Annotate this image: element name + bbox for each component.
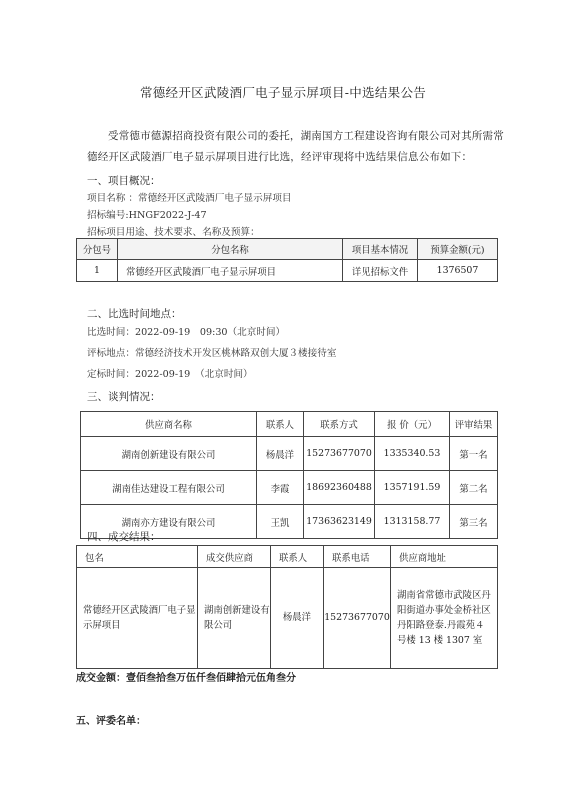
col-package-name: 分包名称 bbox=[118, 239, 343, 260]
selection-time: 比选时间：2022-09-19 09:30（北京时间） bbox=[87, 327, 286, 338]
col-supplier: 供应商名称 bbox=[81, 412, 257, 437]
cell: 湖南亦方建设有限公司 bbox=[81, 505, 257, 539]
cell: 杨晨洋 bbox=[271, 568, 324, 669]
cell: 15273677070 bbox=[324, 568, 391, 669]
table-row bbox=[81, 437, 498, 471]
cell: 第二名 bbox=[450, 471, 498, 505]
package-table bbox=[76, 238, 498, 282]
col-deal-address: 供应商地址 bbox=[391, 546, 498, 568]
table-row bbox=[81, 471, 498, 505]
col-deal-phone: 联系电话 bbox=[324, 546, 391, 568]
package-table-header bbox=[77, 239, 498, 260]
cell: 详见招标文件 bbox=[343, 260, 418, 282]
cell: 湖南创新建设有限公司 bbox=[81, 437, 257, 471]
section-2-heading: 二、比选时间地点： bbox=[87, 308, 182, 320]
section-5-heading: 五、评委名单： bbox=[76, 716, 146, 727]
intro-line-2: 德经开区武陵酒厂电子显示屏项目进行比选，经评审现将中选结果信息公布如下： bbox=[87, 151, 473, 163]
col-phone: 联系方式 bbox=[304, 412, 375, 437]
table-row bbox=[77, 568, 498, 669]
cell: 1335340.53 bbox=[375, 437, 450, 471]
cell: 李霞 bbox=[257, 471, 304, 505]
col-contact: 联系人 bbox=[257, 412, 304, 437]
table-row bbox=[77, 260, 498, 282]
cell: 第三名 bbox=[450, 505, 498, 539]
section-3-heading: 三、谈判情况： bbox=[87, 391, 161, 403]
scope-line: 招标项目用途、技术要求、名称及预算： bbox=[87, 227, 260, 238]
col-deal-contact: 联系人 bbox=[271, 546, 324, 568]
cell: 1313158.77 bbox=[375, 505, 450, 539]
section-1-heading: 一、项目概况： bbox=[87, 175, 161, 187]
cell: 15273677070 bbox=[304, 437, 375, 471]
col-budget: 预算金额(元) bbox=[418, 239, 498, 260]
col-package-no: 分包号 bbox=[77, 239, 118, 260]
cell: 湖南佳达建设工程有限公司 bbox=[81, 471, 257, 505]
deal-amount: 成交金额：壹佰叁拾叁万伍仟叁佰肆拾元伍角叁分 bbox=[76, 673, 296, 684]
cell: 常德经开区武陵酒厂电子显示屏项目 bbox=[118, 260, 343, 282]
tender-number: 招标编号:HNGF2022-J-47 bbox=[87, 210, 207, 221]
col-basic-info: 项目基本情况 bbox=[343, 239, 418, 260]
cell: 湖南创新建设有限公司 bbox=[198, 568, 271, 669]
section-4-heading: 四、成交结果： bbox=[87, 531, 161, 543]
negotiation-table bbox=[80, 411, 498, 539]
cell: 王凯 bbox=[257, 505, 304, 539]
selection-place: 评标地点：常德经济技术开发区桃林路双创大厦３楼接待室 bbox=[87, 348, 337, 359]
col-package: 包名 bbox=[77, 546, 198, 568]
cell: 17363623149 bbox=[304, 505, 375, 539]
col-deal-supplier: 成交供应商 bbox=[198, 546, 271, 568]
cell: 常德经开区武陵酒厂电子显示屏项目 bbox=[77, 568, 198, 669]
intro-line-1: 受常德市德源招商投资有限公司的委托，湖南国方工程建设咨询有限公司对其所需常 bbox=[108, 130, 504, 142]
decision-time: 定标时间：2022-09-19 （北京时间） bbox=[87, 369, 253, 380]
negotiation-table-header bbox=[81, 412, 498, 437]
deal-result-table bbox=[76, 545, 498, 669]
cell: 1 bbox=[77, 260, 118, 282]
cell: 湖南省常德市武陵区丹阳街道办事处金桥社区丹阳路登泰.丹霞苑４号楼 13 楼 1307 室 bbox=[391, 568, 498, 669]
page-title: 常德经开区武陵酒厂电子显示屏项目-中选结果公告 bbox=[139, 85, 427, 100]
col-result: 评审结果 bbox=[450, 412, 498, 437]
cell: 18692360488 bbox=[304, 471, 375, 505]
cell: 1357191.59 bbox=[375, 471, 450, 505]
deal-table-header bbox=[77, 546, 498, 568]
cell: 杨晨洋 bbox=[257, 437, 304, 471]
col-quote: 报 价（元） bbox=[375, 412, 450, 437]
project-name: 项目名称 ：常德经开区武陵酒厂电子显示屏项目 bbox=[87, 193, 292, 204]
cell: 1376507 bbox=[418, 260, 498, 282]
cell: 第一名 bbox=[450, 437, 498, 471]
